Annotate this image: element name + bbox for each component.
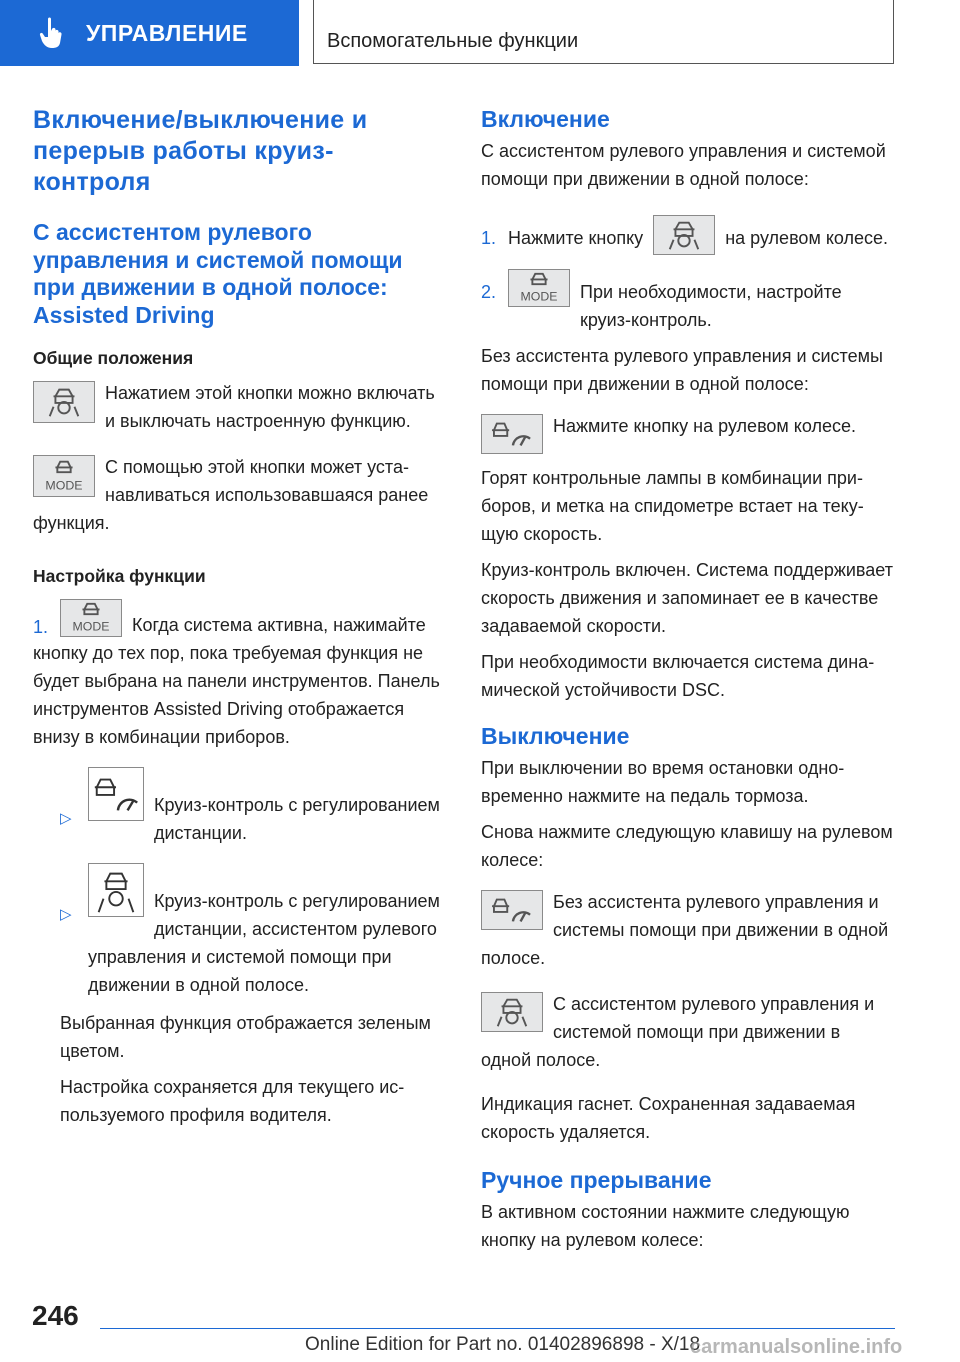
left-column: [33, 105, 445, 1129]
dsc-text: При необходимости включается система динамической устойчивости DSC.: [481, 652, 875, 700]
general-text-1: Нажатием этой кнопки можно включать и выключать настроенную функцию.: [105, 383, 435, 431]
on-step-1-text-a: Нажмите кнопку: [508, 228, 644, 248]
page-heading: Включение/выключение и перерыв работы круиз-контроля: [33, 106, 368, 196]
without-item: [481, 412, 894, 454]
bullet-1-text: Круиз-контроль с регулированием дистанции.: [154, 795, 440, 843]
bullet-triangle-icon: ▷: [60, 906, 72, 923]
section-subheading: С ассистентом рулевого управления и системой помощи при движении в одной полосе: Assisted Driving: [33, 219, 403, 328]
manual-text: В активном состоянии нажмите следующую кнопку на рулевом колесе:: [481, 1202, 850, 1250]
general-item-1: [33, 379, 445, 435]
off-option-2: [481, 990, 894, 1074]
on-text: Круиз-контроль включен. Система поддерживает скорость движения и запоминает ее в качестве задаваемой скорости.: [481, 560, 893, 636]
on-step-2: [481, 267, 894, 334]
mode-button-icon: [33, 455, 95, 497]
general-heading: Общие положения: [33, 348, 194, 368]
footer-divider: [100, 1328, 895, 1329]
on-step-2-text: При необходимости, настройте круиз-контроль.: [580, 282, 842, 330]
on-intro: С ассистентом рулевого управления и системой помощи при движении в одной полосе:: [481, 141, 886, 189]
bullet-1: [33, 765, 445, 847]
assisted-driving-button-icon: [481, 992, 543, 1032]
mode-button-icon: [508, 269, 570, 307]
assisted-driving-button-icon: [653, 215, 715, 255]
svg-text:MODE: MODE: [72, 619, 110, 634]
after-text-1: Выбранная функция отображается зеленым цветом.: [60, 1013, 431, 1061]
bullet-2-text: Круиз-контроль с регулированием дистанции, ассистентом рулевого управления и системой помощи при движении в одной полосе.: [88, 891, 440, 995]
section-tab[interactable]: [0, 0, 299, 66]
step-number: 2.: [481, 282, 497, 302]
without-text: Нажмите кнопку на рулевом колесе.: [553, 416, 857, 436]
svg-text:MODE: MODE: [520, 289, 558, 304]
step-1-text: Когда система активна, нажимайте кнопку до тех пор, пока требуемая функция не будет выбрана на панели инструментов. Панель инструментов Assisted Driving отображается внизу в комбинации приборов.: [33, 615, 440, 747]
on-heading: Включение: [481, 106, 610, 132]
general-item-2: [33, 453, 445, 537]
mode-button-icon: [60, 599, 122, 637]
step-number: 1.: [481, 228, 497, 248]
page-number: 246: [32, 1300, 79, 1331]
after-text-2: Настройка сохраняется для текущего используемого профиля водителя.: [60, 1077, 405, 1125]
off-text-2: Снова нажмите следующую клавишу на рулевом колесе:: [481, 822, 893, 870]
off-option-2-text: С ассистентом рулевого управления и системой помощи при движении в одной полосе.: [481, 994, 875, 1070]
setup-step-1: [33, 597, 445, 751]
on-step-1: [481, 213, 894, 255]
setup-heading: Настройка функции: [33, 566, 206, 586]
off-text-1: При выключении во время остановки одновременно нажмите на педаль тормоза.: [481, 758, 845, 806]
off-text-3: Индикация гаснет. Сохраненная задаваемая скорость удаляется.: [481, 1094, 856, 1142]
assisted-driving-icon: [88, 863, 144, 917]
off-option-1-text: Без ассистента рулевого управления и системы помощи при движении в одной полосе.: [481, 892, 889, 968]
step-number: 1.: [33, 617, 49, 637]
cruise-control-button-icon: [481, 414, 543, 454]
bullet-2: [33, 861, 445, 999]
chapter-title: Вспомогательные функции: [327, 30, 579, 52]
right-column: [481, 105, 894, 1254]
on-step-1-text-b: на рулевом колесе.: [725, 228, 889, 248]
cruise-control-button-icon: [481, 890, 543, 930]
hand-pointer-icon: [38, 16, 66, 50]
manual-heading: Ручное прерывание: [481, 1167, 712, 1193]
chapter-header: [313, 0, 894, 64]
svg-text:MODE: MODE: [45, 478, 83, 493]
without-intro: Без ассистента рулевого управления и системы помощи при движении в одной полосе:: [481, 346, 883, 394]
assisted-driving-button-icon: [33, 381, 95, 423]
distance-cruise-icon: [88, 767, 144, 821]
section-title: УПРАВЛЕНИЕ: [86, 19, 248, 46]
bullet-triangle-icon: ▷: [60, 810, 72, 827]
off-heading: Выключение: [481, 723, 630, 749]
edition-text: Online Edition for Part no. 01402896898 - X/18: [305, 1334, 701, 1355]
watermark: carmanualsonline.info: [690, 1336, 903, 1358]
general-text-2: С помощью этой кнопки может устанавливаться использовавшаяся ранее функция.: [33, 457, 429, 533]
off-option-1: [481, 888, 894, 972]
lamps-text: Горят контрольные лампы в комбинации приборов, и метка на спидометре встает на текущую скорость.: [481, 468, 864, 544]
